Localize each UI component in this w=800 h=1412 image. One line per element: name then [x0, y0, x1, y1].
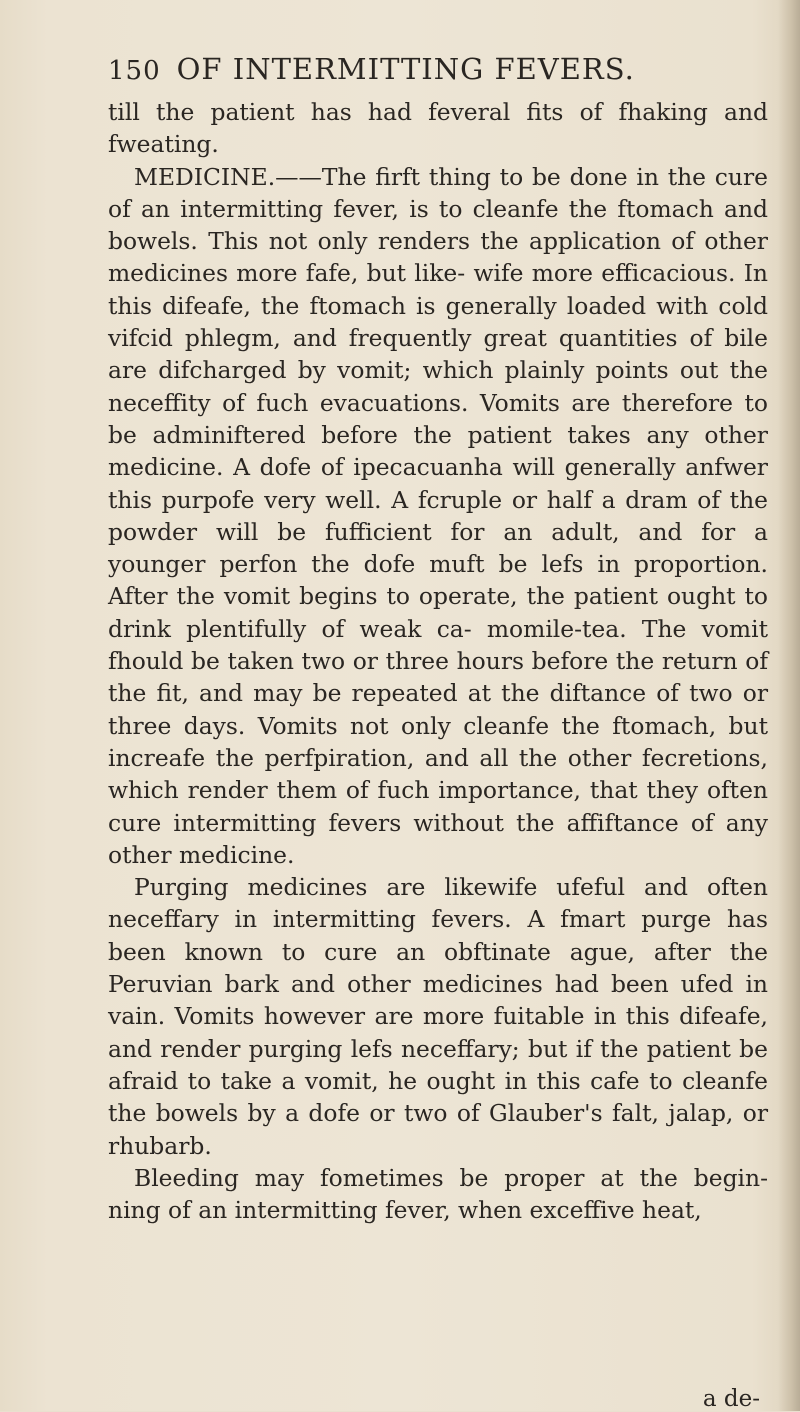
catchword: a de- [702, 1386, 760, 1412]
page-edge-shadow [778, 0, 800, 1411]
running-header [108, 52, 708, 96]
body-text [108, 96, 768, 1226]
paragraph-continuation: till the patient has had feveral fits of fhaking and fweating. [108, 98, 768, 159]
page-number: 150 [108, 56, 161, 86]
paragraph-bleeding: Bleeding may fometimes be proper at the begin- ning of an intermitting fever, when exceffive heat, [108, 1163, 768, 1225]
running-title: OF INTERMITTING FEVERS. [176, 52, 635, 86]
paragraph-medicine: MEDICINE.——The firft thing to be done in the cure of an intermitting fever, is to cleanfe the ftomach and bowels. This not only renders the application of other medicines more fafe, but like- wife more efficacious. In this difeafe, the ftomach is generally loaded with cold vifcid phlegm, and frequently great quantities of bile are difcharged by vomit; which plainly points out the neceffity of fuch evacuations. Vomits are therefore to be adminiftered before the patient takes any other medicine. A dofe of ipecacuanha will generally anfwer this purpofe very well. A fcruple or half a dram of the powder will be fufficient for an adult, and for a younger perfon the dofe muft be lefs in proportion. After the vomit begins to operate, the patient ought to drink plentifully of weak ca- momile-tea. The vomit fhould be taken two or three hours before the return of the fit, and may be repeated at the diftance of two or three days. Vomits not only cleanfe the ftomach, but increafe the perfpiration, and all the other fecretions, which render them of fuch importance, that they often cure intermitting fevers without the affiftance of any other medicine. [108, 162, 768, 869]
paragraph-purging: Purging medicines are likewife ufeful and often neceffary in intermitting fevers. A fmart purge has been known to cure an obftinate ague, after the Peruvian bark and other medicines had been ufed in vain. Vomits however are more fuitable in this difeafe, and render purging lefs neceffary; but if the patient be afraid to take a vomit, he ought in this cafe to cleanfe the bowels by a dofe or two of Glauber's falt, jalap, or rhubarb. [108, 873, 768, 1160]
